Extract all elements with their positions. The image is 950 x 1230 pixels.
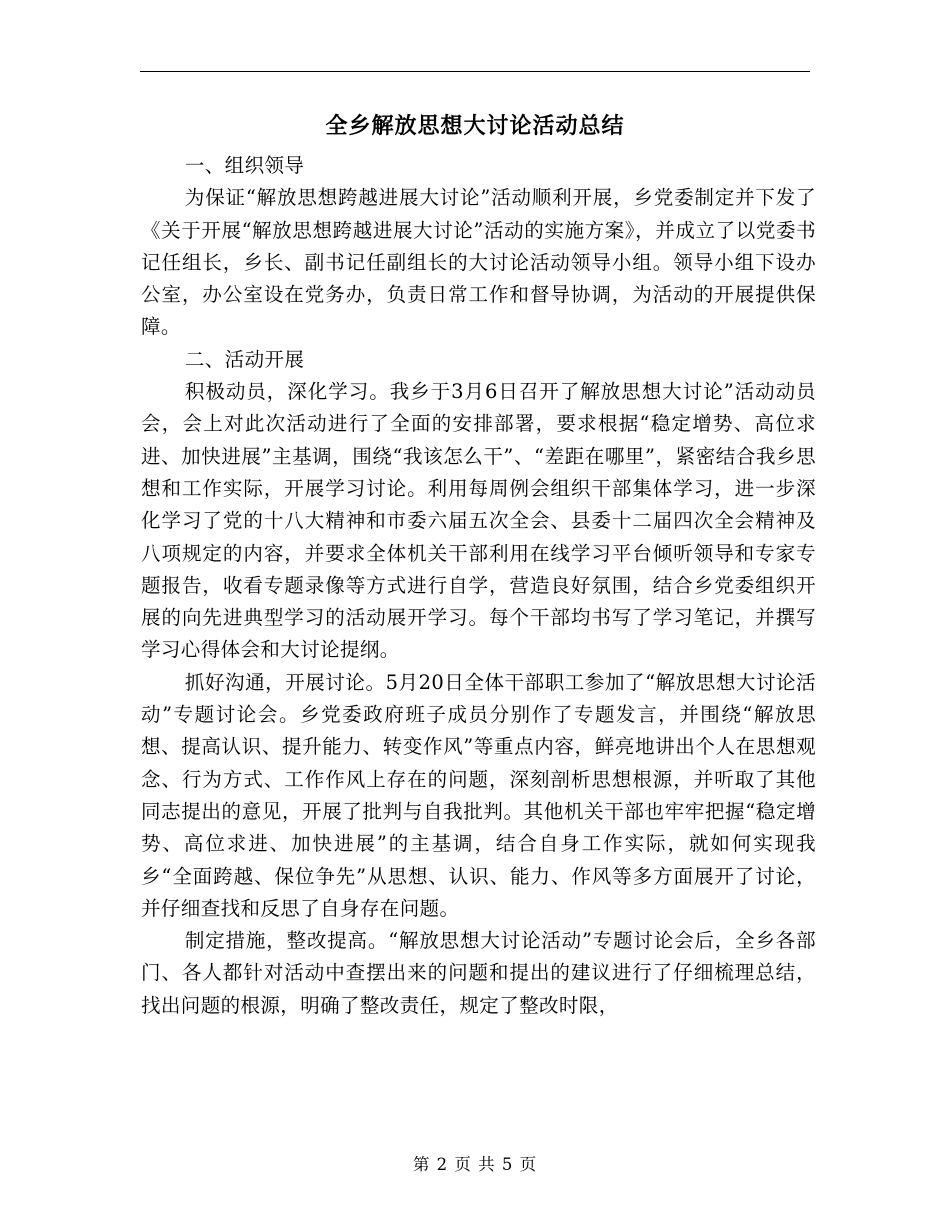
paragraph-mobilize-study: 积极动员，深化学习。我乡于3月6日召开了解放思想大讨论”活动动员会，会上对此次活动进行了全面的安排部署，要求根据“稳定增势、高位求进、加快进展”主基调，围绕“我该怎么干”、“差距在哪里”，紧密结合我乡思想和工作实际，开展学习讨论。利用每周例会组织干部集体学习，进一步深化学习了党的十八大精神和市委六届五次全会、县委十二届四次全会精神及八项规定的内容，并要求全体机关干部利用在线学习平台倾听领导和专家专题报告，收看专题录像等方式进行自学，营造良好氛围，结合乡党委组织开展的向先进典型学习的活动展开学习。每个干部均书写了学习笔记，并撰写学习心得体会和大讨论提纲。 xyxy=(141,380,816,662)
heading-organization-leadership: 一、组织领导 xyxy=(184,154,305,177)
page-number-footer: 第 2 页 共 5 页 xyxy=(412,1155,538,1174)
header-rule xyxy=(140,71,810,72)
paragraph-organization: 为保证“解放思想跨越进展大讨论”活动顺利开展，乡党委制定并下发了《关于开展“解放思想跨越进展大讨论”活动的实施方案》，并成立了以党委书记任组长，乡长、副书记任副组长的大讨论活动领导小组。领导小组下设办公室，办公室设在党务办，负责日常工作和督导协调，为活动的开展提供保障。 xyxy=(141,186,816,339)
document-body xyxy=(141,150,816,1022)
heading-activity-development: 二、活动开展 xyxy=(184,347,305,371)
document-title: 全乡解放思想大讨论活动总结 xyxy=(325,113,625,139)
paragraph-discussion: 抓好沟通，开展讨论。5月20日全体干部职工参加了“解放思想大讨论活动”专题讨论会。乡党委政府班子成员分别作了专题发言，并围绕“解放思想、提高认识、提升能力、转变作风”等重点内容，鲜亮地讲出个人在思想观念、行为方式、工作作风上存在的问题，深刻剖析思想根源，并听取了其他同志提出的意见，开展了批判与自我批判。其他机关干部也牢牢把握“稳定增势、高位求进、加快进展”的主基调，结合自身工作实际，就如何实现我乡“全面跨越、保位争先”从思想、认识、能力、作风等多方面展开了讨论，并仔细查找和反思了自身存在问题。 xyxy=(141,670,816,920)
paragraph-rectification: 制定措施，整改提高。“解放思想大讨论活动”专题讨论会后，全乡各部门、各人都针对活动中查摆出来的问题和提出的建议进行了仔细梳理总结，找出问题的根源，明确了整改责任，规定了整改时限， xyxy=(141,929,816,1017)
